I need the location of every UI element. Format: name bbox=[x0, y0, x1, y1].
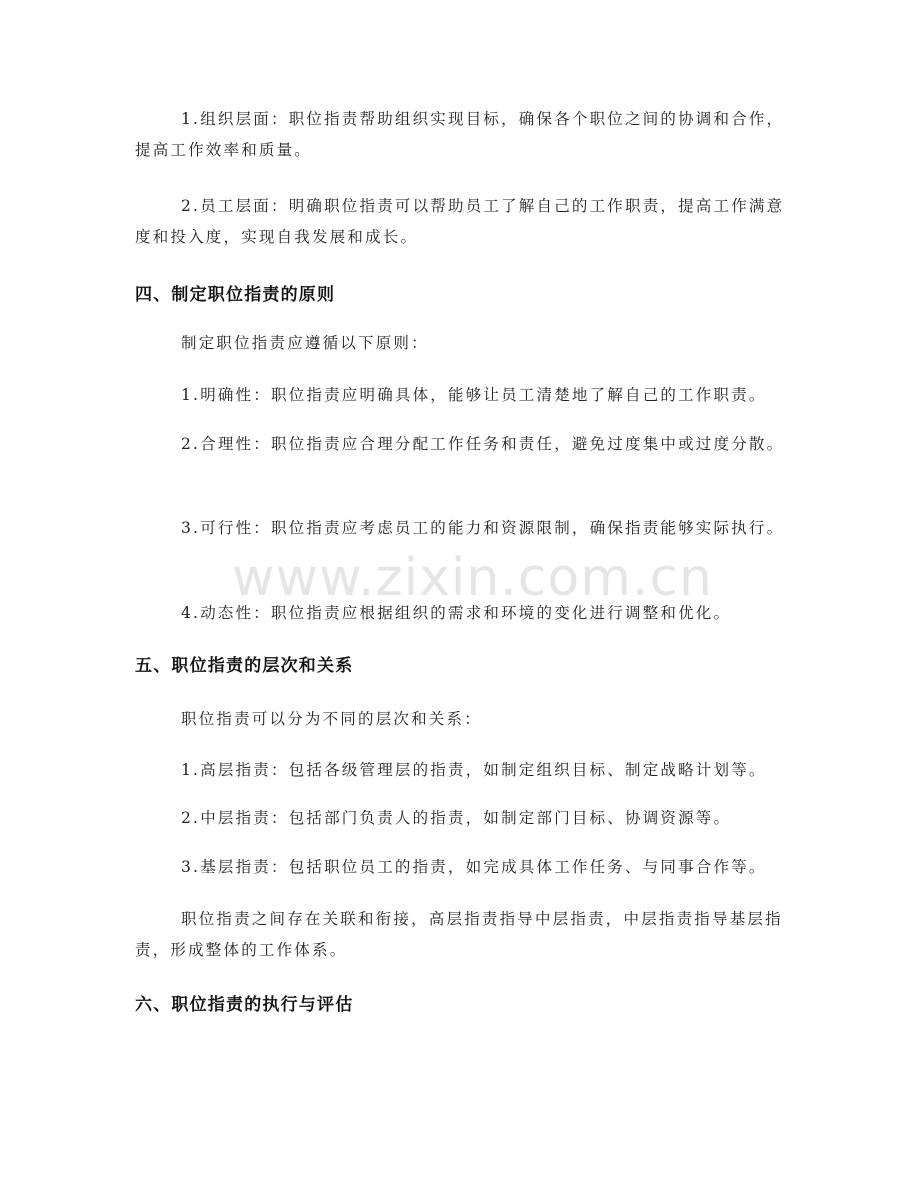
paragraph-employee-level: 2.员工层面：明确职位指责可以帮助员工了解自己的工作职责，提高工作满意度和投入度，实现自我发展和成长。 bbox=[135, 197, 785, 246]
paragraph-principle-clarity: 1.明确性：职位指责应明确具体，能够让员工清楚地了解自己的工作职责。 bbox=[181, 386, 767, 404]
paragraph-level-base: 3.基层指责：包括职位员工的指责，如完成具体工作任务、与同事合作等。 bbox=[181, 858, 767, 876]
section-heading-levels: 五、职位指责的层次和关系 bbox=[135, 656, 354, 676]
paragraph-principle-feasibility: 3.可行性：职位指责应考虑员工的能力和资源限制，确保指责能够实际执行。 bbox=[181, 519, 785, 537]
section-heading-execution: 六、职位指责的执行与评估 bbox=[135, 995, 354, 1015]
watermark-text: www.zixin.com.cn bbox=[232, 548, 713, 608]
paragraph-principles-intro: 制定职位指责应遵循以下原则： bbox=[181, 334, 429, 352]
section-heading-principles: 四、制定职位指责的原则 bbox=[135, 285, 336, 305]
paragraph-principle-reasonableness: 2.合理性：职位指责应合理分配工作任务和责任，避免过度集中或过度分散。 bbox=[181, 435, 785, 453]
paragraph-levels-intro: 职位指责可以分为不同的层次和关系： bbox=[181, 710, 482, 728]
paragraph-principle-dynamics: 4.动态性：职位指责应根据组织的需求和环境的变化进行调整和优化。 bbox=[181, 604, 732, 622]
paragraph-organization-level: 1.组织层面：职位指责帮助组织实现目标，确保各个职位之间的协调和合作，提高工作效率和质量。 bbox=[135, 110, 785, 159]
paragraph-level-middle: 2.中层指责：包括部门负责人的指责，如制定部门目标、协调资源等。 bbox=[181, 809, 732, 827]
paragraph-levels-summary: 职位指责之间存在关联和衔接，高层指责指导中层指责，中层指责指导基层指责，形成整体的工作体系。 bbox=[135, 910, 783, 959]
paragraph-level-senior: 1.高层指责：包括各级管理层的指责，如制定组织目标、制定战略计划等。 bbox=[181, 761, 767, 779]
